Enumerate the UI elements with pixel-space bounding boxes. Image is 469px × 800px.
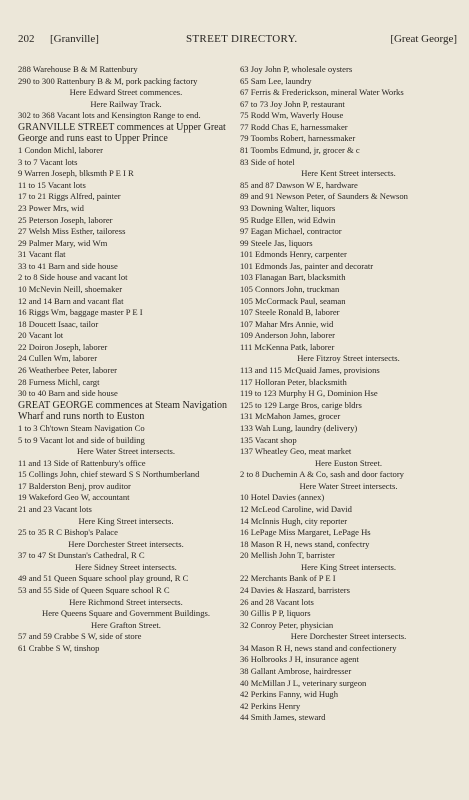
directory-entry: 1 to 3 Ch'town Steam Navigation Co: [18, 422, 145, 433]
directory-entry: 97 Eagan Michael, contractor: [240, 226, 342, 237]
directory-entry: 85 and 87 Dawson W E, hardware: [240, 179, 358, 190]
directory-entry: 20 Vacant lot: [18, 330, 64, 341]
directory-entry: 57 and 59 Crabbe S W, side of store: [18, 631, 142, 642]
directory-entry: 109 Anderson John, laborer: [240, 330, 335, 341]
directory-entry: 290 to 300 Rattenbury B & M, pork packing factory: [18, 75, 198, 86]
directory-entry: 24 Davies & Haszard, barristers: [240, 585, 351, 596]
directory-entry: 27 Welsh Miss Esther, tailoress: [18, 226, 126, 237]
intersection-note: Here Dorchester Street intersects.: [290, 631, 407, 642]
intersection-note: Here Fitzroy Street intersects.: [297, 353, 400, 364]
directory-entry: 18 Mason R H, news stand, confectry: [240, 538, 370, 549]
directory-entry: 29 Palmer Mary, wid Wm: [18, 237, 108, 248]
directory-entry: 67 to 73 Joy John P, restaurant: [240, 98, 345, 109]
directory-entry: 61 Crabbe S W, tinshop: [18, 642, 100, 653]
left-column: [18, 64, 234, 724]
directory-entry: 25 to 35 R C Bishop's Palace: [18, 527, 118, 538]
directory-entry: 105 Connors John, truckman: [240, 283, 340, 294]
directory-entry: 53 and 55 Side of Queen Square school R C: [18, 585, 170, 596]
directory-entry: 9 Warren Joseph, blksmth P E I R: [18, 168, 134, 179]
directory-entry: 103 Flanagan Bart, blacksmith: [240, 272, 346, 283]
intersection-note: Here Kent Street intersects.: [301, 168, 396, 179]
directory-entry: 3 to 7 Vacant lots: [18, 156, 78, 167]
directory-entry: 14 McInnis Hugh, city reporter: [240, 515, 348, 526]
directory-entry: 135 Vacant shop: [240, 434, 297, 445]
directory-entry: 101 Edmonds Jas, painter and decoratr: [240, 260, 374, 271]
directory-entry: 36 Holbrooks J H, insurance agent: [240, 654, 359, 665]
directory-entry: 18 Doucett Isaac, tailor: [18, 318, 99, 329]
directory-entry: 30 Gillis P P, liquors: [240, 608, 311, 619]
directory-entry: 19 Wakeford Geo W, accountant: [18, 492, 130, 503]
left-range-label: [Granville]: [50, 33, 99, 45]
directory-entry: 42 Perkins Henry: [240, 700, 301, 711]
directory-entry: 12 McLeod Caroline, wid David: [240, 503, 352, 514]
street-heading: GREAT GEORGE commences at Steam Navigation Wharf and runs north to Euston: [18, 399, 227, 423]
directory-entry: 107 Steele Ronald B, laborer: [240, 307, 340, 318]
directory-entry: 2 to 8 Duchemin A & Co, sash and door factory: [240, 469, 404, 480]
directory-entry: 26 Weatherbee Peter, laborer: [18, 365, 118, 376]
directory-entry: 125 to 129 Large Bros, carige bldrs: [240, 399, 362, 410]
directory-entry: 20 Mellish John T, barrister: [240, 550, 335, 561]
directory-entry: 12 and 14 Barn and vacant flat: [18, 295, 124, 306]
directory-entry: 105 McCormack Paul, seaman: [240, 295, 346, 306]
directory-entry: 11 to 15 Vacant lots: [18, 179, 86, 190]
directory-entry: 42 Perkins Fanny, wid Hugh: [240, 689, 339, 700]
directory-entry: 1 Condon Michl, laborer: [18, 145, 103, 156]
directory-entry: 65 Sam Lee, laundry: [240, 75, 312, 86]
directory-entry: 93 Downing Walter, liquors: [240, 202, 336, 213]
directory-entry: 15 Collings John, chief steward S S Northumberland: [18, 469, 200, 480]
page-title: STREET DIRECTORY.: [186, 33, 298, 45]
directory-entry: 2 to 8 Side house and vacant lot: [18, 272, 128, 283]
directory-entry: 33 to 41 Barn and side house: [18, 260, 118, 271]
directory-entry: 288 Warehouse B & M Rattenbury: [18, 64, 138, 74]
intersection-note: Here Water Street intersects.: [77, 446, 175, 457]
intersection-note: Here Queens Square and Government Buildings.: [41, 608, 210, 619]
directory-entry: 22 Merchants Bank of P E I: [240, 573, 336, 584]
intersection-note: Here Railway Track.: [90, 98, 162, 109]
directory-entry: 22 Doiron Joseph, laborer: [18, 341, 108, 352]
directory-entry: 11 and 13 Side of Rattenbury's office: [18, 457, 146, 468]
directory-entry: 32 Conroy Peter, physician: [240, 619, 334, 630]
intersection-note: Here Water Street intersects.: [299, 480, 398, 491]
intersection-note: Here Euston Street.: [314, 457, 383, 468]
directory-entry: 21 and 23 Vacant lots: [18, 503, 92, 514]
directory-entry: 16 LePage Miss Margaret, LePage Hs: [240, 527, 371, 538]
directory-entry: 119 to 123 Murphy H G, Dominion Hse: [240, 388, 378, 399]
directory-entry: 49 and 51 Queen Square school play ground, R C: [18, 573, 189, 584]
directory-entry: 16 Riggs Wm, baggage master P E I: [18, 307, 143, 318]
directory-entry: 38 Gallant Ambrose, hairdresser: [240, 666, 352, 677]
directory-entry: 81 Toombs Edmund, jr, grocer & c: [240, 145, 360, 156]
directory-entry: 23 Power Mrs, wid: [18, 202, 84, 213]
directory-entry: 31 Vacant flat: [18, 249, 66, 260]
directory-entry: 10 McNevin Neill, shoemaker: [18, 283, 123, 294]
directory-entry: 117 Holloran Peter, blacksmith: [240, 376, 347, 387]
directory-entry: 137 Wheatley Geo, meat market: [240, 446, 352, 457]
directory-entry: 37 to 47 St Dunstan's Cathedral, R C: [18, 550, 145, 561]
directory-entry: 133 Wah Lung, laundry (delivery): [240, 422, 358, 433]
directory-entry: 79 Toombs Robert, harnessmaker: [240, 133, 356, 144]
directory-entry: 26 and 28 Vacant lots: [240, 596, 314, 607]
intersection-note: Here King Street intersects.: [78, 515, 174, 526]
directory-entry: 34 Mason R H, news stand and confectionery: [240, 642, 397, 653]
intersection-note: Here Richmond Street intersects.: [69, 596, 183, 607]
directory-entry: 17 to 21 Riggs Alfred, painter: [18, 191, 121, 202]
directory-entry: 101 Edmonds Henry, carpenter: [240, 249, 347, 260]
directory-entry: 89 and 91 Newson Peter, of Saunders & Newson: [240, 191, 408, 202]
directory-entry: 44 Smith James, steward: [240, 712, 326, 723]
directory-entry: 113 and 115 McQuaid James, provisions: [240, 365, 380, 376]
directory-entry: 63 Joy John P, wholesale oysters: [240, 64, 353, 74]
intersection-note: Here Sidney Street intersects.: [75, 561, 177, 572]
directory-entry: 131 McMahon James, grocer: [240, 411, 341, 422]
intersection-note: Here King Street intersects.: [301, 561, 396, 572]
right-range-label: [Great George]: [390, 33, 457, 45]
directory-entry: 30 to 40 Barn and side house: [18, 388, 118, 399]
directory-entry: 67 Ferris & Frederickson, mineral Water Works: [240, 87, 404, 98]
directory-entry: 77 Rodd Chas E, harnessmaker: [240, 121, 348, 132]
directory-entry: 83 Side of hotel: [240, 156, 295, 167]
directory-entry: 99 Steele Jas, liquors: [240, 237, 313, 248]
directory-columns: [18, 64, 457, 724]
directory-entry: 95 Rudge Ellen, wid Edwin: [240, 214, 336, 225]
directory-entry: 302 to 368 Vacant lots and Kensington Range to end.: [18, 110, 201, 121]
street-heading: GRANVILLE STREET commences at Upper Great George and runs east to Upper Prince: [18, 121, 226, 145]
directory-entry: 17 Balderston Benj, prov auditor: [18, 480, 131, 491]
directory-entry: 40 McMillan J L, veterinary surgeon: [240, 677, 367, 688]
directory-entry: 75 Rodd Wm, Waverly House: [240, 110, 344, 121]
directory-entry: 25 Peterson Joseph, laborer: [18, 214, 113, 225]
intersection-note: Here Edward Street commences.: [69, 87, 183, 98]
directory-entry: 28 Furness Michl, cargt: [18, 376, 100, 387]
directory-entry: 107 Mahar Mrs Annie, wid: [240, 318, 334, 329]
intersection-note: Here Dorchester Street intersects.: [68, 538, 184, 549]
running-header: [18, 33, 457, 47]
page-number: 202: [18, 33, 35, 45]
directory-entry: 24 Cullen Wm, laborer: [18, 353, 98, 364]
directory-entry: 111 McKenna Patk, laborer: [240, 341, 335, 352]
intersection-note: Here Grafton Street.: [91, 619, 161, 630]
directory-entry: 10 Hotel Davies (annex): [240, 492, 325, 503]
right-column: [240, 64, 457, 724]
directory-entry: 5 to 9 Vacant lot and side of building: [18, 434, 145, 445]
